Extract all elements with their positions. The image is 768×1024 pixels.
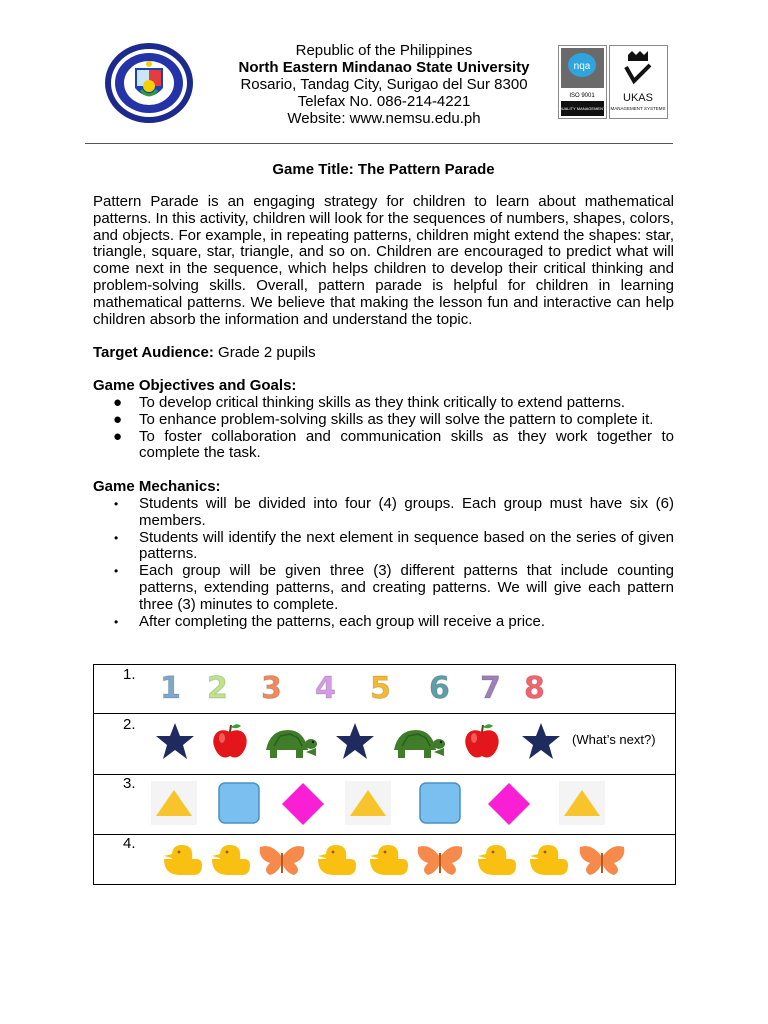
butterfly-icon [258, 843, 306, 882]
university-seal-logo [103, 42, 195, 124]
bullet-icon: • [114, 614, 119, 629]
bullet-icon: ● [113, 394, 123, 411]
triangle-icon [559, 781, 605, 830]
row-number: 3. [123, 775, 136, 792]
bullet-icon: • [114, 564, 119, 579]
star-icon [521, 722, 561, 765]
square-icon [217, 781, 261, 830]
number-4: 4 [315, 671, 336, 706]
header-divider [85, 143, 673, 144]
duck-icon [524, 841, 570, 882]
university-header [200, 42, 568, 127]
target-audience [93, 345, 674, 362]
mechanics-heading: Game Mechanics: [93, 478, 221, 495]
duck-icon [312, 841, 358, 882]
row-number: 4. [123, 835, 136, 852]
ukas-text: UKAS [623, 92, 653, 104]
target-audience-value: Grade 2 pupils [218, 344, 316, 361]
game-title: Game Title: The Pattern Parade [272, 161, 495, 178]
triangle-icon [151, 781, 197, 830]
quality-management-text: QUALITY MANAGEMENT [558, 106, 606, 111]
apple-icon [462, 722, 502, 765]
number-8: 8 [524, 671, 545, 706]
list-item: ● To develop critical thinking skills as they think critically to extend patterns. [113, 394, 626, 411]
number-7: 7 [480, 671, 501, 706]
list-item: • Students will identify the next element in sequence based on the series of given patterns. [114, 528, 674, 563]
list-item: • Each group will be given three (3) different patterns that include counting patterns, extending patterns, and creating patterns. We will give each pattern three (3) minutes to complete. [114, 562, 674, 613]
star-icon [155, 722, 195, 765]
bullet-icon: • [114, 530, 119, 545]
butterfly-icon [416, 843, 464, 882]
turtle-icon [262, 724, 318, 767]
header-telefax: Telefax No. 086-214-4221 [297, 93, 471, 110]
diamond-icon [486, 781, 532, 832]
list-item: • After completing the patterns, each group will receive a price. [114, 612, 546, 630]
star-icon [335, 722, 375, 765]
bullet-icon: ● [113, 427, 123, 445]
number-1: 1 [160, 671, 181, 706]
apple-icon [210, 722, 250, 765]
mechanics-list [93, 496, 674, 630]
iso-text: ISO 9001 [569, 93, 595, 99]
header-address: Rosario, Tandag City, Surigao del Sur 8300 [240, 76, 528, 93]
target-audience-label: Target Audience: [93, 344, 214, 361]
nqa-text: nqa [573, 61, 591, 72]
header-republic: Republic of the Philippines [295, 42, 473, 59]
duck-icon [158, 841, 204, 882]
duck-icon [206, 841, 252, 882]
certification-logos [558, 45, 668, 119]
row-number: 1. [123, 666, 136, 683]
butterfly-icon [578, 843, 626, 882]
number-5: 5 [370, 671, 391, 706]
row-number: 2. [123, 716, 136, 733]
turtle-icon [390, 724, 446, 767]
pattern-row-4 [94, 835, 675, 884]
bullet-icon: ● [113, 410, 123, 428]
objectives-list [93, 395, 674, 462]
header-university-name: North Eastern Mindanao State University [238, 59, 530, 76]
ukas-subtitle-text: MANAGEMENT SYSTEMS [610, 106, 666, 111]
number-6: 6 [429, 671, 450, 706]
list-item: • Students will be divided into four (4) groups. Each group must have six (6) members. [114, 495, 674, 529]
duck-icon [472, 841, 518, 882]
pattern-row-2 [94, 714, 675, 775]
list-item: ● To foster collaboration and communication skills as they work together to complete the task. [113, 427, 674, 462]
number-2: 2 [207, 671, 228, 706]
pattern-row-3 [94, 775, 675, 835]
triangle-icon [345, 781, 391, 830]
number-3: 3 [261, 671, 282, 706]
diamond-icon [280, 781, 326, 832]
pattern-row-1 [94, 665, 675, 714]
bullet-icon: • [114, 497, 119, 511]
objectives-heading: Game Objectives and Goals: [93, 377, 297, 394]
pattern-table [93, 664, 676, 885]
header-website: Website: www.nemsu.edu.ph [287, 110, 481, 127]
duck-icon [364, 841, 410, 882]
list-item: ● To enhance problem-solving skills as they will solve the pattern to complete it. [113, 410, 654, 428]
whats-next-label: (What’s next?) [572, 732, 656, 747]
square-icon [418, 781, 462, 830]
intro-paragraph: Pattern Parade is an engaging strategy for children to learn about mathematical patterns. In this activity, children will look for the sequences of numbers, shapes, colors, and objects. For example, in repeating patterns, children might extend the shapes: star, triangle, square, star, triangle, and so on. Children are encouraged to predict what will come next in the sequence, which helps children to develop their critical thinking and problem-solving skills. Overall, pattern parade is helpful for children in learning mathematical patterns. We believe that making the lesson fun and interactive can help children absorb the information and understand the topic. [93, 193, 674, 328]
